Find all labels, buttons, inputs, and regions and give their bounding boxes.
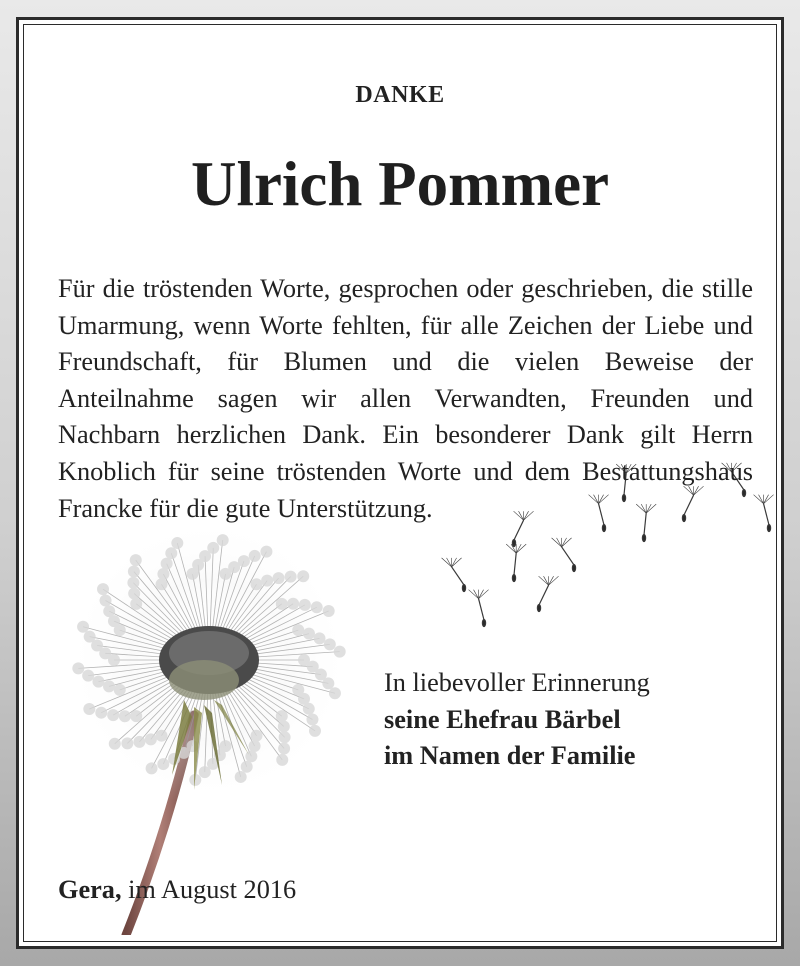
deceased-name: Ulrich Pommer bbox=[190, 149, 610, 219]
place-date bbox=[58, 875, 296, 905]
thanks-paragraph: Für die tröstenden Worte, gesprochen oder geschrieben, die stille Umarmung, wenn Worte fehlten, für alle Zeichen der Liebe und Freundschaft, für Blumen und die vielen Beweise der Anteilnahme sagen wir allen Verwandten, Freunden und Nachbarn herzlichen Dank. Ein besonderer Dank gilt Herrn Knoblich für seine tröstenden Worte und dem Bestattungshaus Francke für die gute Unterstützung. bbox=[58, 274, 753, 523]
closing-line-remembrance: In liebevoller Erinnerung bbox=[384, 668, 650, 697]
notice-inner-border bbox=[23, 24, 777, 942]
closing-line-widow: seine Ehefrau Bärbel bbox=[384, 704, 621, 734]
page-title: DANKE bbox=[355, 82, 445, 108]
date-text: im August 2016 bbox=[121, 875, 297, 904]
place-name: Gera, bbox=[58, 875, 122, 904]
notice-frame bbox=[16, 17, 784, 949]
closing-block bbox=[384, 665, 650, 775]
closing-line-family: im Namen der Familie bbox=[384, 741, 636, 771]
